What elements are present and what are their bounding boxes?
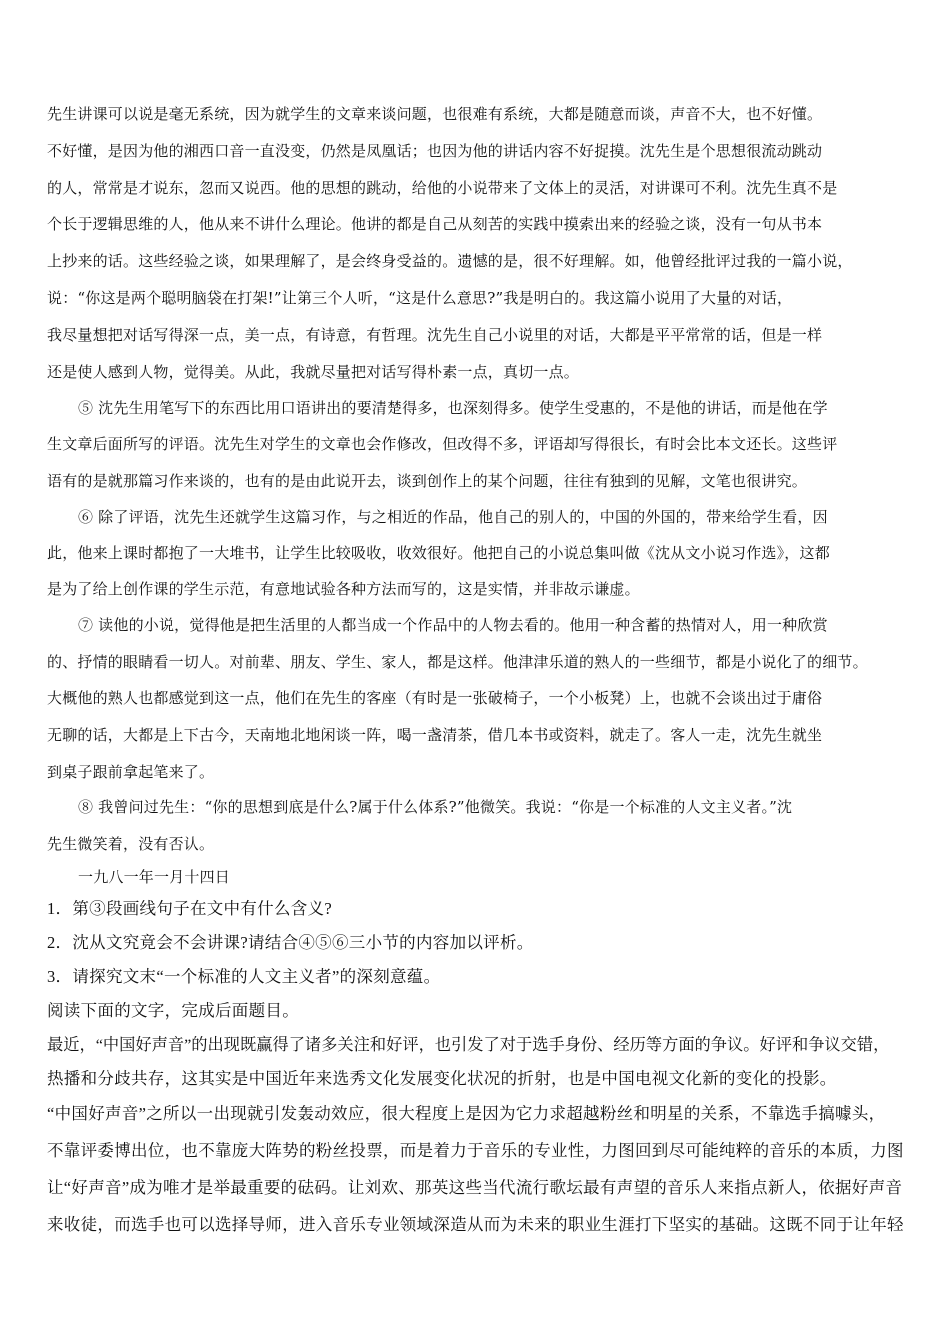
question-1: 1．第③段画线句子在文中有什么含义?	[47, 899, 332, 918]
paragraph-7-start: ⑦ 读他的小说，觉得他是把生活里的人都当成一个作品中的人物去看的。他用一种含蓄的热情对人，用一种欣赏	[78, 616, 828, 634]
text-line: “中国好声音”之所以一出现就引发轰动效应，很大程度上是因为它力求超越粉丝和明星的关系，不靠选手搞噱头，	[47, 1104, 886, 1123]
text-line: 最近，“中国好声音”的出现既赢得了诸多关注和好评，也引发了对于选手身份、经历等方面的争议。好评和争议交错，	[47, 1036, 890, 1054]
text-line: 先生讲课可以说是毫无系统，因为就学生的文章来谈问题，也很难有系统，大都是随意而谈，声音不大，也不好懂。	[47, 105, 823, 123]
text-line: 说：“你这是两个聪明脑袋在打架!”让第三个人听，“这是什么意思?”我是明白的。我这篇小说用了大量的对话，	[47, 289, 793, 307]
text-line: 个长于逻辑思维的人，他从来不讲什么理论。他讲的都是自己从刻苦的实践中摸索出来的经验之谈，没有一句从书本	[47, 215, 823, 233]
text-line: 是为了给上创作课的学生示范，有意地试验各种方法而写的，这是实情，并非故示谦虚。	[47, 580, 640, 598]
text-line: 生文章后面所写的评语。沈先生对学生的文章也会作修改，但改得不多，评语却写得很长，有时会比本文还长。这些评	[47, 435, 838, 453]
text-line: 还是使人感到人物，觉得美。从此，我就尽量把对话写得朴素一点，真切一点。	[47, 363, 580, 381]
reading-instruction: 阅读下面的文字，完成后面题目。	[47, 1001, 299, 1020]
text-line: 此，他来上课时都抱了一大堆书，让学生比较吸收，收效很好。他把自己的小说总集叫做《沈从文小说习作选》，这都	[47, 544, 830, 562]
text-line: 无聊的话，大都是上下古今，天南地北地闲谈一阵，喝一盏清茶，借几本书或资料，就走了。客人一走，沈先生就坐	[47, 726, 823, 744]
text-line: 上抄来的话。这些经验之谈，如果理解了，是会终身受益的。遗憾的是，很不好理解。如，他曾经批评过我的一篇小说，	[47, 252, 853, 270]
paragraph-6-start: ⑥ 除了评语，沈先生还就学生这篇习作，与之相近的作品，他自己的别人的，中国的外国的，带来给学生看，因	[78, 508, 828, 526]
text-line: 让“好声音”成为唯才是举最重要的砝码。让刘欢、那英这些当代流行歌坛最有声望的音乐人来指点新人，依据好声音	[47, 1178, 903, 1197]
text-line: 先生微笑着，没有否认。	[47, 835, 215, 853]
text-line: 的人，常常是才说东，忽而又说西。他的思想的跳动，给他的小说带来了文体上的灵活，对讲课可不利。沈先生真不是	[47, 179, 838, 197]
paragraph-8-start: ⑧ 我曾问过先生：“你的思想到底是什么?属于什么体系?”他微笑。我说：“你是一个标准的人文主义者。”沈	[78, 798, 793, 816]
paragraph-5-start: ⑤ 沈先生用笔写下的东西比用口语讲出的要清楚得多，也深刻得多。使学生受惠的，不是他的讲话，而是他在学	[78, 399, 828, 417]
text-line: 到桌子跟前拿起笔来了。	[47, 763, 215, 781]
text-line: 大概他的熟人也都感觉到这一点，他们在先生的客座（有时是一张破椅子，一个小板凳）上，也就不会谈出过于庸俗	[47, 689, 823, 707]
date-line: 一九八一年一月十四日	[78, 868, 231, 886]
text-line: 语有的是就那篇习作来谈的，也有的是由此说开去，谈到创作上的某个问题，往往有独到的见解，文笔也很讲究。	[47, 472, 808, 490]
text-line: 的、抒情的眼睛看一切人。对前辈、朋友、学生、家人，都是这样。他津津乐道的熟人的一些细节，都是小说化了的细节。	[47, 653, 868, 671]
text-line: 我尽量想把对话写得深一点，美一点，有诗意，有哲理。沈先生自己小说里的对话，大都是平平常常的话，但是一样	[47, 326, 823, 344]
text-line: 来收徒，而选手也可以选择导师，进入音乐专业领域深造从而为未来的职业生涯打下坚实的基础。这既不同于让年轻	[47, 1215, 904, 1234]
text-line: 不靠评委博出位，也不靠庞大阵势的粉丝投票，而是着力于音乐的专业性，力图回到尽可能纯粹的音乐的本质，力图	[47, 1141, 904, 1160]
question-2: 2．沈从文究竟会不会讲课?请结合④⑤⑥三小节的内容加以评析。	[47, 933, 534, 952]
text-line: 热播和分歧共存，这其实是中国近年来选秀文化发展变化状况的折射，也是中国电视文化新的变化的投影。	[47, 1069, 837, 1088]
text-line: 不好懂，是因为他的湘西口音一直没变，仍然是凤凰话；也因为他的讲话内容不好捉摸。沈先生是个思想很流动跳动	[47, 142, 823, 160]
question-3: 3．请探究文末“一个标准的人文主义者”的深刻意蕴。	[47, 967, 441, 986]
